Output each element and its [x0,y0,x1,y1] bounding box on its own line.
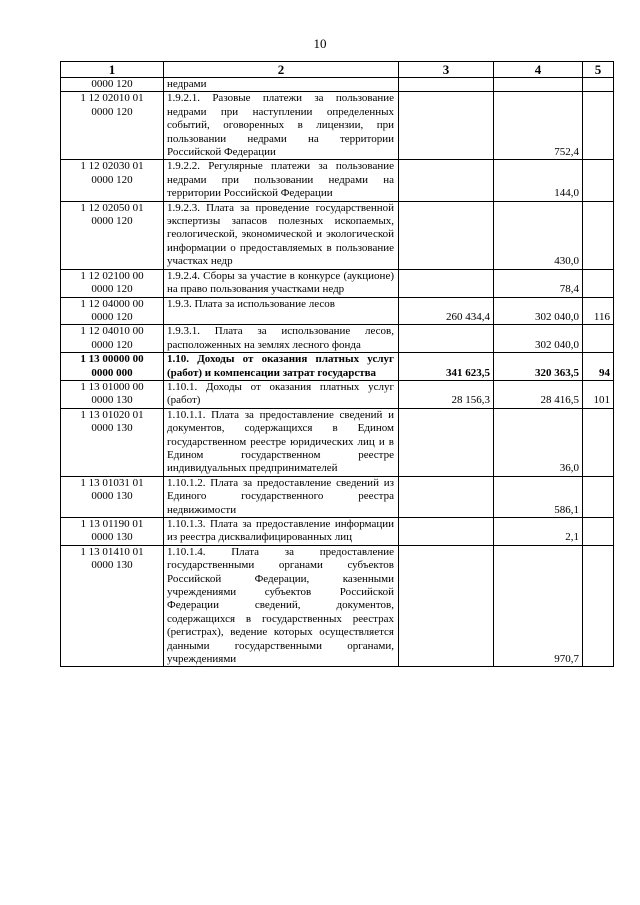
value-col-3-cell: 260 434,4 [399,297,494,325]
code-cell: 1 13 01410 01 0000 130 [61,545,164,667]
value-col-4-cell: 586,1 [494,476,583,517]
code-cell: 1 13 01000 00 0000 130 [61,380,164,408]
table-row [61,325,614,353]
value-col-5-cell [583,160,614,201]
value-col-3-cell [399,78,494,92]
code-cell: 1 12 02050 01 0000 120 [61,201,164,269]
code-cell: 1 13 01020 01 0000 130 [61,408,164,476]
value-col-5-cell: 94 [583,353,614,381]
table-row [61,201,614,269]
table-row [61,408,614,476]
header-col-1: 1 [61,62,164,78]
description-cell: 1.9.2.4. Сборы за участие в конкурсе (аукционе) на право пользования участками недр [164,269,399,297]
description-cell: 1.9.2.3. Плата за проведение государственной экспертизы запасов полезных ископаемых, геологической, экономической и экологической информации о предоставляемых в пользование участках недр [164,201,399,269]
page-number: 10 [313,36,327,51]
value-col-5-cell [583,201,614,269]
table-row [61,78,614,92]
value-col-3-cell: 28 156,3 [399,380,494,408]
header-col-2: 2 [164,62,399,78]
value-col-5-cell [583,78,614,92]
value-col-3-cell [399,269,494,297]
description-cell: 1.9.3. Плата за использование лесов [164,297,399,325]
header-col-5: 5 [583,62,614,78]
value-col-4-cell: 752,4 [494,92,583,160]
value-col-3-cell [399,518,494,546]
value-col-4-cell: 302 040,0 [494,325,583,353]
value-col-5-cell: 101 [583,380,614,408]
header-col-3: 3 [399,62,494,78]
code-cell: 1 12 02030 01 0000 120 [61,160,164,201]
value-col-5-cell [583,518,614,546]
description-cell: 1.10.1.1. Плата за предоставление сведений и документов, содержащихся в Едином государственном реестре юридических лиц и в Едином государственном реестре индивидуальных предпринимателей [164,408,399,476]
value-col-3-cell [399,545,494,667]
table-row [61,92,614,160]
code-cell: 1 12 02100 00 0000 120 [61,269,164,297]
code-cell: 1 13 00000 00 0000 000 [61,353,164,381]
value-col-5-cell [583,476,614,517]
code-cell: 1 12 02010 01 0000 120 [61,92,164,160]
code-cell: 1 13 01190 01 0000 130 [61,518,164,546]
value-col-5-cell [583,325,614,353]
description-cell: 1.9.3.1. Плата за использование лесов, расположенных на землях лесного фонда [164,325,399,353]
code-cell: 1 13 01031 01 0000 130 [61,476,164,517]
description-cell: 1.9.2.1. Разовые платежи за пользование недрами при наступлении определенных событий, оговоренных в лицензии, при пользовании недрами на территории Российской Федерации [164,92,399,160]
description-cell: 1.10.1. Доходы от оказания платных услуг (работ) [164,380,399,408]
description-cell: 1.10.1.4. Плата за предоставление государственными органами субъектов Российской Федерации, казенными учреждениями субъектов Российской Федерации сведений, документов, содержащихся в государственных реестрах (регистрах), ведение которых осуществляется данными государственными органами, учреждениями [164,545,399,667]
table-row [61,380,614,408]
value-col-3-cell [399,160,494,201]
table-row [61,269,614,297]
value-col-4-cell: 302 040,0 [494,297,583,325]
code-cell: 0000 120 [61,78,164,92]
description-cell: 1.10.1.2. Плата за предоставление сведений из Единого государственного реестра недвижимости [164,476,399,517]
value-col-3-cell [399,476,494,517]
value-col-3-cell: 341 623,5 [399,353,494,381]
value-col-4-cell: 36,0 [494,408,583,476]
value-col-3-cell [399,201,494,269]
code-cell: 1 12 04000 00 0000 120 [61,297,164,325]
value-col-4-cell [494,78,583,92]
table-row [61,297,614,325]
header-row [61,62,614,78]
table-row [61,160,614,201]
table-row [61,518,614,546]
value-col-5-cell [583,269,614,297]
value-col-3-cell [399,408,494,476]
description-cell: 1.10.1.3. Плата за предоставление информации из реестра дисквалифицированных лиц [164,518,399,546]
value-col-4-cell: 144,0 [494,160,583,201]
value-col-4-cell: 430,0 [494,201,583,269]
value-col-3-cell [399,325,494,353]
value-col-5-cell [583,408,614,476]
value-col-5-cell [583,545,614,667]
value-col-3-cell [399,92,494,160]
value-col-4-cell: 970,7 [494,545,583,667]
code-cell: 1 12 04010 00 0000 120 [61,325,164,353]
revenue-table [60,61,614,667]
value-col-5-cell: 116 [583,297,614,325]
description-cell: 1.9.2.2. Регулярные платежи за пользование недрами при пользовании недрами на территории Российской Федерации [164,160,399,201]
table-row [61,353,614,381]
table-row [61,476,614,517]
value-col-4-cell: 78,4 [494,269,583,297]
header-col-4: 4 [494,62,583,78]
value-col-4-cell: 28 416,5 [494,380,583,408]
value-col-4-cell: 2,1 [494,518,583,546]
description-cell: 1.10. Доходы от оказания платных услуг (работ) и компенсации затрат государства [164,353,399,381]
value-col-5-cell [583,92,614,160]
value-col-4-cell: 320 363,5 [494,353,583,381]
description-cell: недрами [164,78,399,92]
table-row [61,545,614,667]
